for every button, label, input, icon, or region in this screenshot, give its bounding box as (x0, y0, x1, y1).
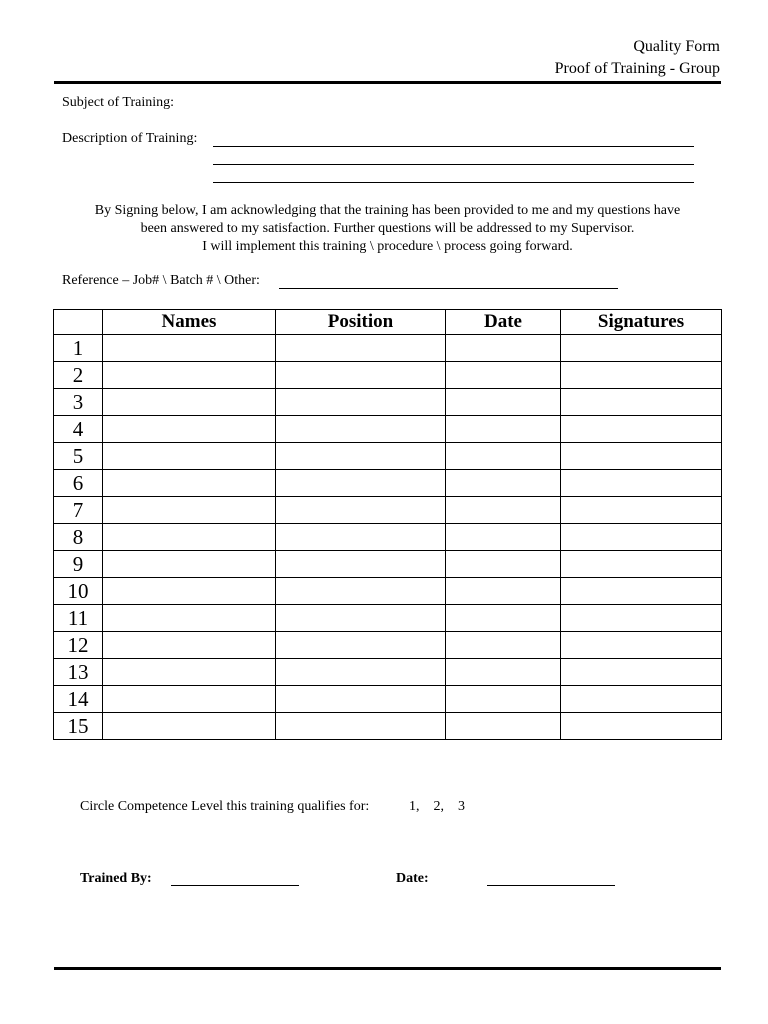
date-cell[interactable] (446, 335, 561, 362)
form-type-title: Quality Form (633, 38, 720, 55)
table-row (54, 524, 722, 551)
description-line-1[interactable] (213, 146, 694, 147)
name-cell[interactable] (103, 497, 276, 524)
table-row (54, 362, 722, 389)
row-number: 14 (54, 686, 103, 713)
name-cell[interactable] (103, 686, 276, 713)
column-header-position: Position (276, 310, 446, 335)
signature-cell[interactable] (561, 659, 722, 686)
date-cell[interactable] (446, 416, 561, 443)
date-cell[interactable] (446, 524, 561, 551)
name-cell[interactable] (103, 632, 276, 659)
reference-line[interactable] (279, 288, 618, 289)
attendance-table (53, 309, 722, 740)
date-cell[interactable] (446, 713, 561, 740)
date-cell[interactable] (446, 443, 561, 470)
table-row (54, 578, 722, 605)
date-label: Date: (396, 871, 429, 886)
signature-cell[interactable] (561, 686, 722, 713)
name-cell[interactable] (103, 362, 276, 389)
table-row (54, 659, 722, 686)
table-row (54, 632, 722, 659)
subject-label: Subject of Training: (62, 95, 175, 110)
signature-cell[interactable] (561, 335, 722, 362)
row-number: 8 (54, 524, 103, 551)
signature-cell[interactable] (561, 443, 722, 470)
signature-cell[interactable] (561, 551, 722, 578)
signature-cell[interactable] (561, 362, 722, 389)
table-row (54, 713, 722, 740)
position-cell[interactable] (276, 686, 446, 713)
table-row (54, 497, 722, 524)
name-cell[interactable] (103, 335, 276, 362)
column-header-date: Date (446, 310, 561, 335)
row-number: 10 (54, 578, 103, 605)
row-number: 13 (54, 659, 103, 686)
name-cell[interactable] (103, 713, 276, 740)
position-cell[interactable] (276, 470, 446, 497)
row-number: 3 (54, 389, 103, 416)
date-cell[interactable] (446, 659, 561, 686)
row-number: 12 (54, 632, 103, 659)
column-header-names: Names (103, 310, 276, 335)
signature-cell[interactable] (561, 632, 722, 659)
table-row (54, 443, 722, 470)
column-header-signatures: Signatures (561, 310, 722, 335)
date-cell[interactable] (446, 632, 561, 659)
name-cell[interactable] (103, 524, 276, 551)
position-cell[interactable] (276, 497, 446, 524)
position-cell[interactable] (276, 362, 446, 389)
position-cell[interactable] (276, 605, 446, 632)
position-cell[interactable] (276, 389, 446, 416)
signature-cell[interactable] (561, 524, 722, 551)
ack-line-3: I will implement this training \ procedure \ process going forward. (202, 239, 573, 254)
date-cell[interactable] (446, 605, 561, 632)
table-header-row (54, 310, 722, 335)
row-number: 9 (54, 551, 103, 578)
table-row (54, 389, 722, 416)
name-cell[interactable] (103, 443, 276, 470)
competence-levels[interactable]: 1, 2, 3 (409, 799, 465, 814)
table-row (54, 335, 722, 362)
trained-by-label: Trained By: (80, 871, 152, 886)
date-cell[interactable] (446, 497, 561, 524)
row-number: 4 (54, 416, 103, 443)
row-number: 5 (54, 443, 103, 470)
table-row (54, 416, 722, 443)
signature-cell[interactable] (561, 416, 722, 443)
name-cell[interactable] (103, 605, 276, 632)
competence-label: Circle Competence Level this training qualifies for: (80, 799, 370, 814)
table-row (54, 551, 722, 578)
position-cell[interactable] (276, 416, 446, 443)
row-number: 7 (54, 497, 103, 524)
signature-cell[interactable] (561, 497, 722, 524)
ack-line-2: been answered to my satisfaction. Further questions will be addressed to my Supervisor. (140, 221, 635, 236)
row-number: 6 (54, 470, 103, 497)
date-cell[interactable] (446, 686, 561, 713)
position-cell[interactable] (276, 524, 446, 551)
position-cell[interactable] (276, 659, 446, 686)
name-cell[interactable] (103, 389, 276, 416)
table-row (54, 605, 722, 632)
position-cell[interactable] (276, 578, 446, 605)
date-cell[interactable] (446, 470, 561, 497)
position-cell[interactable] (276, 632, 446, 659)
description-label: Description of Training: (62, 131, 198, 146)
table-row (54, 686, 722, 713)
signature-cell[interactable] (561, 470, 722, 497)
date-cell[interactable] (446, 551, 561, 578)
date-line[interactable] (487, 885, 615, 886)
date-cell[interactable] (446, 362, 561, 389)
name-cell[interactable] (103, 416, 276, 443)
ack-line-1: By Signing below, I am acknowledging that the training has been provided to me and my questions have (94, 203, 681, 218)
signature-cell[interactable] (561, 389, 722, 416)
name-cell[interactable] (103, 551, 276, 578)
position-cell[interactable] (276, 551, 446, 578)
row-number: 15 (54, 713, 103, 740)
signature-cell[interactable] (561, 578, 722, 605)
reference-label: Reference – Job# \ Batch # \ Other: (62, 273, 260, 288)
trained-by-line[interactable] (171, 885, 299, 886)
row-number: 11 (54, 605, 103, 632)
signature-cell[interactable] (561, 713, 722, 740)
position-cell[interactable] (276, 443, 446, 470)
acknowledgement-text (54, 202, 721, 256)
form-title: Proof of Training - Group (554, 60, 720, 77)
row-number: 1 (54, 335, 103, 362)
header-divider (54, 81, 721, 84)
description-line-3[interactable] (213, 182, 694, 183)
row-number: 2 (54, 362, 103, 389)
footer-divider (54, 967, 721, 970)
name-cell[interactable] (103, 470, 276, 497)
signature-cell[interactable] (561, 605, 722, 632)
name-cell[interactable] (103, 659, 276, 686)
date-cell[interactable] (446, 389, 561, 416)
name-cell[interactable] (103, 578, 276, 605)
column-header-number (54, 310, 103, 335)
position-cell[interactable] (276, 713, 446, 740)
description-line-2[interactable] (213, 164, 694, 165)
table-row (54, 470, 722, 497)
date-cell[interactable] (446, 578, 561, 605)
position-cell[interactable] (276, 335, 446, 362)
